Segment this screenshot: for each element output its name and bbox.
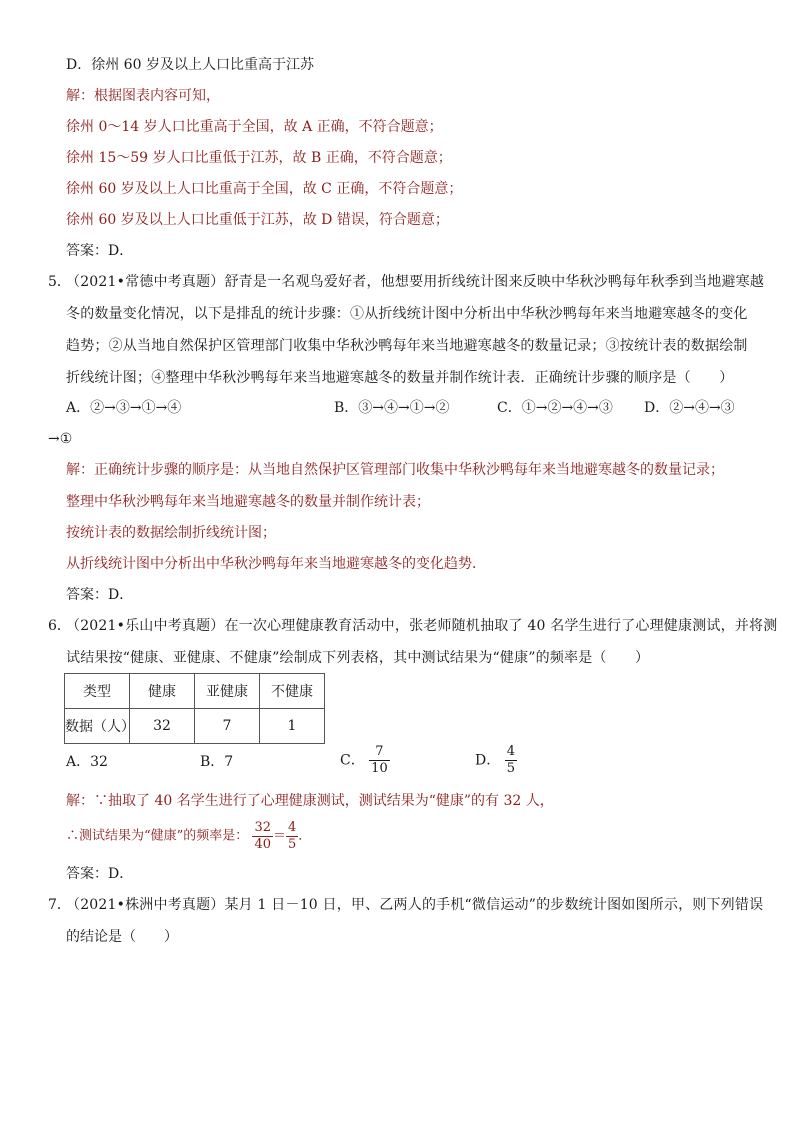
q6-answer: 答案：D． [66,866,134,882]
q5-stem-line: 冬的数量变化情况，以下是排乱的统计步骤：①从折线统计图中分析出中华秋沙鸭每年来当地避寒越冬的变化 [66,306,748,322]
q5-option-d-wrap: →① [48,431,73,447]
q7-stem-line: 的结论是（ ） [66,929,178,945]
q6-option-c-label: C． [340,752,365,769]
q4-solution-line: 徐州 60 岁及以上人口比重高于全国，故 C 正确，不符合题意； [66,181,463,197]
q6-solution-fraction [286,820,298,853]
q6-option-c-fraction [369,744,390,777]
table-cell: 不健康 [260,674,325,709]
table-cell: 32 [130,709,195,744]
q5-answer: 答案：D． [66,587,134,603]
q7-number: 7． [48,897,71,913]
table-cell: 类型 [65,674,130,709]
q6-option-c [340,744,390,777]
q6-solution-prefix: ∴测试结果为“健康”的频率是： [66,828,249,844]
q5-number: 5． [48,274,71,290]
q4-solution-line: 徐州 60 岁及以上人口比重低于江苏，故 D 错误，符合题意； [66,212,449,228]
q4-answer: 答案：D． [66,243,134,259]
fraction-denominator: 40 [254,837,271,852]
q5-option-c: C．①→②→④→③ [497,400,613,416]
q7-stem-line: （2021•株洲中考真题）某月 1 日－10 日，甲、乙两人的手机“微信运动”的步数统计图如图所示，则下列错误 [66,897,764,913]
q6-stem-line: 试结果按“健康、亚健康、不健康”绘制成下列表格，其中测试结果为“健康”的频率是（ ） [66,650,650,666]
table-cell: 数据（人） [65,709,130,744]
table-cell: 7 [195,709,260,744]
q6-option-d-fraction [505,744,517,777]
fraction-numerator: 4 [506,744,515,759]
q5-solution-line: 按统计表的数据绘制折线统计图； [66,525,276,541]
q5-stem-line: 折线统计图；④整理中华秋沙鸭每年来当地避寒越冬的数量并制作统计表．正确统计步骤的顺序是（ ） [66,370,734,386]
q6-data-table [64,673,325,744]
sentence-end: ． [298,828,312,844]
q5-stem-line: （2021•常德中考真题）舒青是一名观鸟爱好者，他想要用折线统计图来反映中华秋沙鸭每年秋季到当地避寒越 [66,274,765,290]
q6-option-a: A．32 [66,754,108,770]
table-row [65,709,325,744]
fraction-numerator: 7 [369,744,390,761]
q5-stem-line: 趋势；②从当地自然保护区管理部门收集中华秋沙鸭每年来当地避寒越冬的数量记录；③按统计表的数据绘制 [66,338,748,354]
q4-solution-line: 徐州 15～59 岁人口比重低于江苏，故 B 正确，不符合题意； [66,150,452,166]
q6-option-b: B．7 [200,754,234,770]
q4-solution-line: 解：根据图表内容可知， [66,88,220,104]
q6-number: 6． [48,618,71,634]
q6-solution-line [66,820,311,853]
q5-option-a: A．②→③→①→④ [66,400,182,416]
q5-option-d: D．②→④→③ [644,400,735,416]
table-header-row [65,674,325,709]
q4-option-d: D．徐州 60 岁及以上人口比重高于江苏 [66,57,314,73]
fraction-numerator: 32 [254,820,271,835]
fraction-numerator: 4 [288,820,297,835]
q6-solution-fraction [252,820,273,853]
q6-option-d-label: D． [475,752,501,769]
q5-solution-line: 从折线统计图中分析出中华秋沙鸭每年来当地避寒越冬的变化趋势． [66,556,486,572]
q5-solution-line: 解：正确统计步骤的顺序是：从当地自然保护区管理部门收集中华秋沙鸭每年来当地避寒越冬的数量记录； [66,462,724,478]
table-cell: 健康 [130,674,195,709]
q5-solution-line: 整理中华秋沙鸭每年来当地避寒越冬的数量并制作统计表； [66,494,430,510]
table-cell: 1 [260,709,325,744]
table-cell: 亚健康 [195,674,260,709]
q5-option-b: B．③→④→①→② [334,400,450,416]
q4-solution-line: 徐州 0～14 岁人口比重高于全国，故 A 正确，不符合题意； [66,119,443,135]
equals-sign: ＝ [272,828,286,844]
q6-stem-line: （2021•乐山中考真题）在一次心理健康教育活动中，张老师随机抽取了 40 名学生进行了心理健康测试，并将测 [66,618,778,634]
q6-option-d [475,744,517,777]
fraction-denominator: 5 [506,761,515,776]
q6-solution-line: 解：∵抽取了 40 名学生进行了心理健康测试，测试结果为“健康”的有 32 人， [66,793,554,809]
fraction-denominator: 5 [288,837,297,852]
fraction-denominator: 10 [371,761,388,776]
